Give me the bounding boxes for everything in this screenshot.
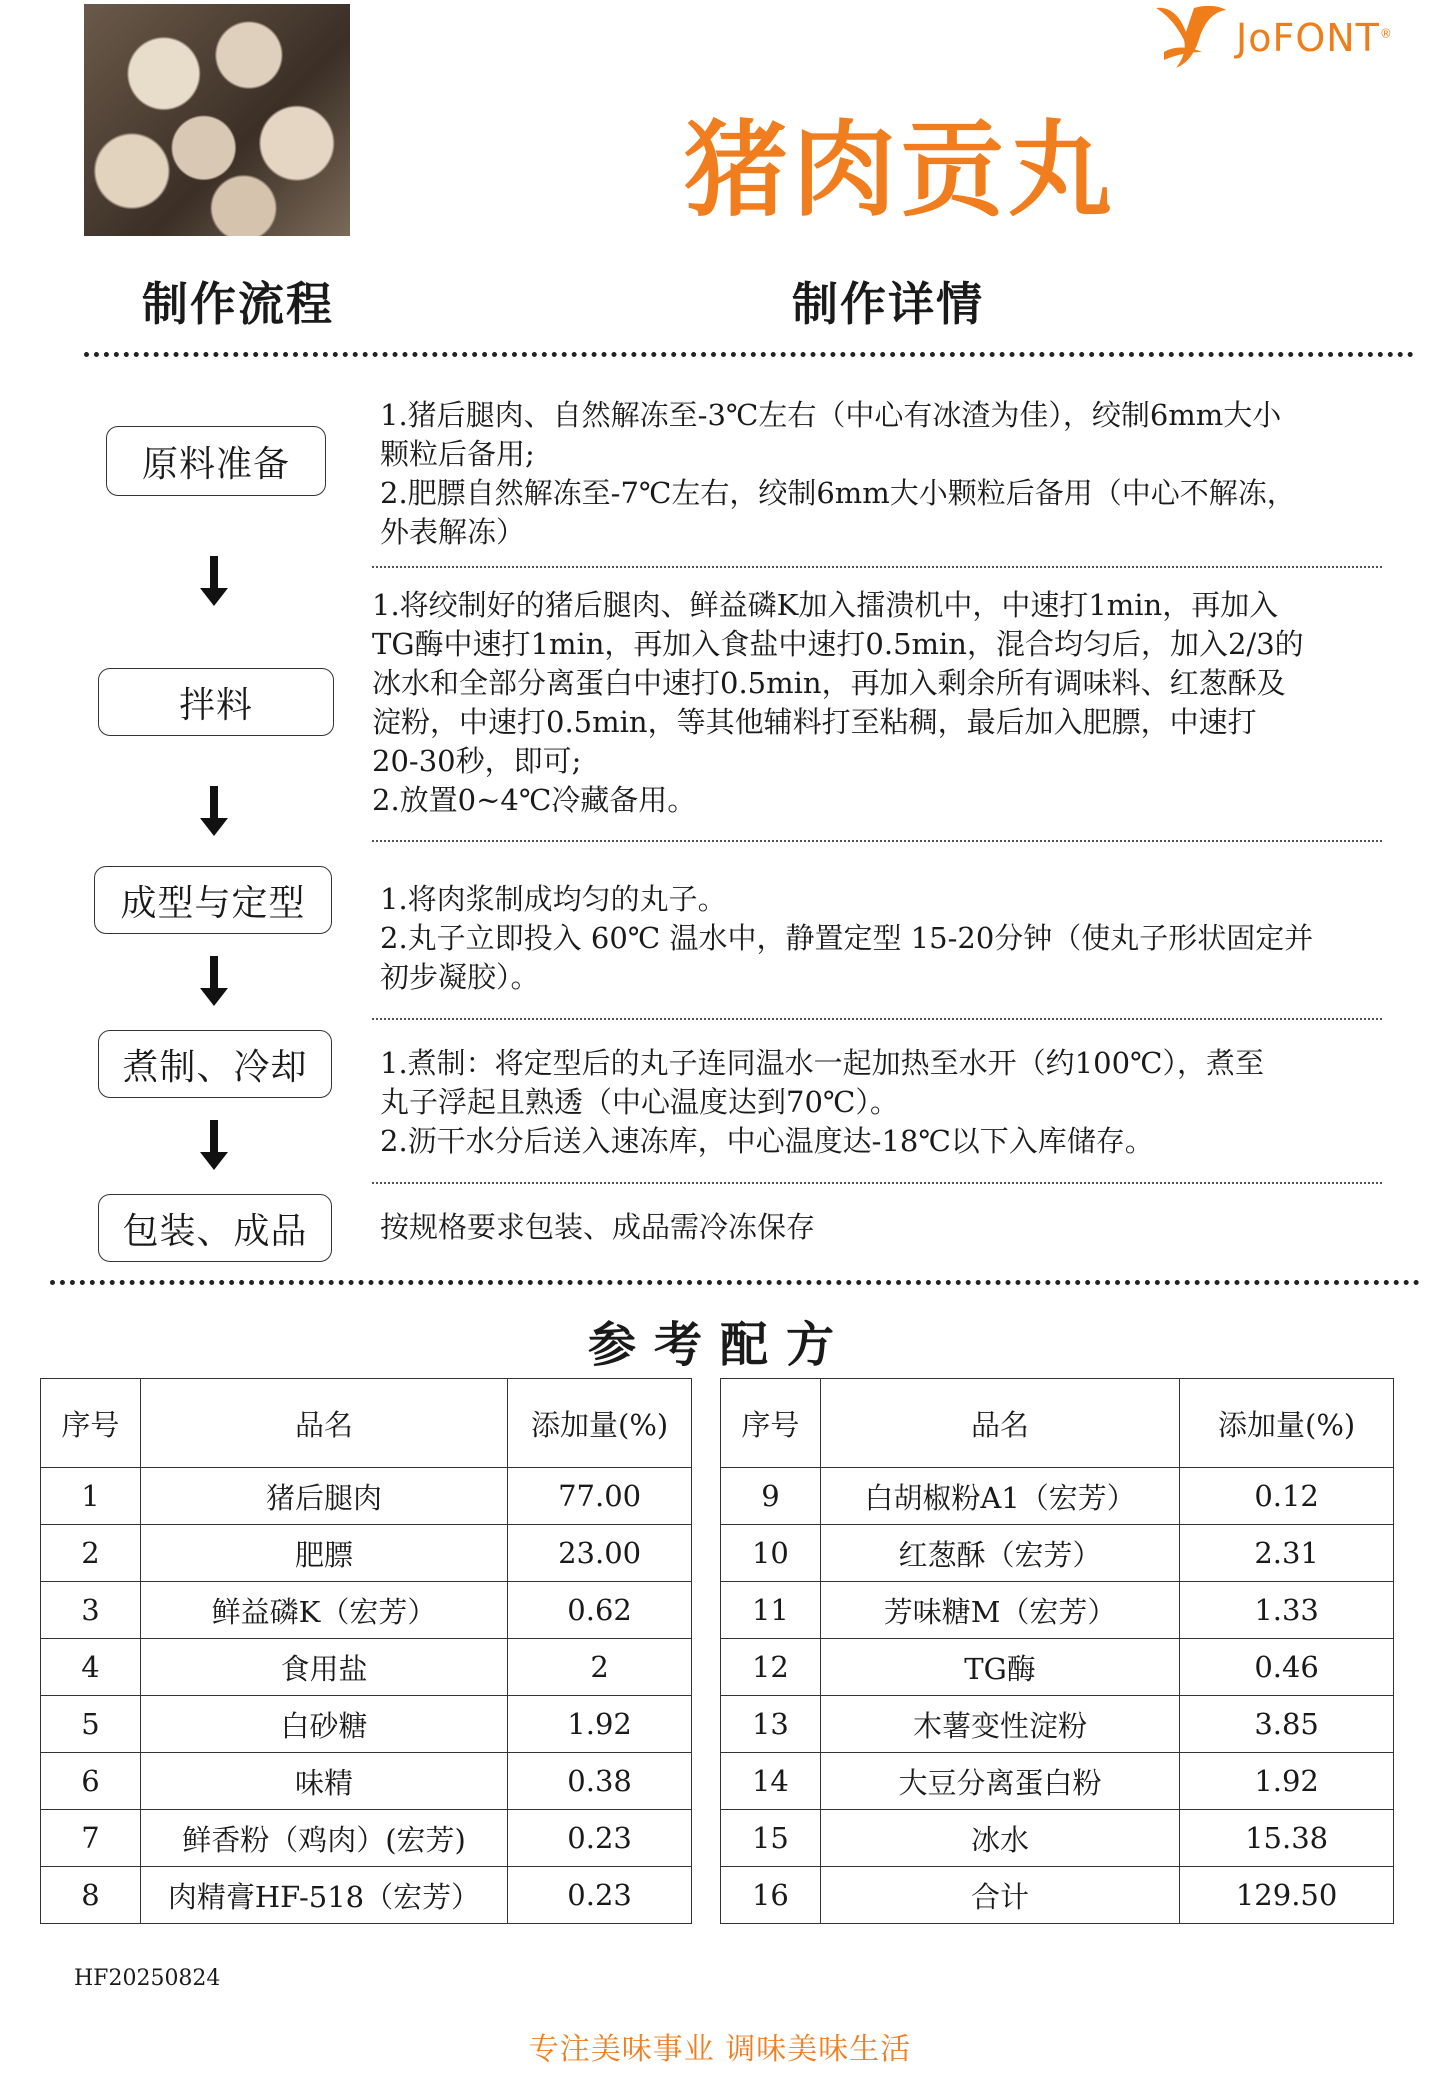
step-divider [372, 566, 1382, 568]
table-row: 4 食用盐 2 [41, 1639, 692, 1696]
page-title: 猪肉贡丸 [683, 109, 1116, 231]
table-row: 5 白砂糖 1.92 [41, 1696, 692, 1753]
arrow-down-icon [206, 956, 222, 1008]
step-detail-mixing: 1.将绞制好的猪后腿肉、鲜益磷K加入擂溃机中，中速打1min，再加入 TG酶中速打1min，再加入食盐中速打0.5min，混合均匀后，加入2/3的 冰水和全部分离蛋白中速打0.5min，再加入剩余所有调味料、红葱酥及 淀粉，中速打0.5min，等其他辅料打至粘稠，最后加入肥膘，中速打 20-30秒，即可; 2.放置0~4℃冷藏备用。 [372, 588, 1304, 817]
col-header-name: 品名 [820, 1379, 1179, 1468]
step-divider [372, 1182, 1382, 1184]
table-row: 13 木薯变性淀粉 3.85 [721, 1696, 1394, 1753]
arrow-down-icon [206, 556, 222, 608]
step-divider [372, 840, 1382, 842]
col-header-name: 品名 [140, 1379, 507, 1468]
table-row: 7 鲜香粉（鸡肉）(宏芳) 0.23 [41, 1810, 692, 1867]
col-header-index: 序号 [41, 1379, 141, 1468]
document-code: HF20250824 [74, 1966, 221, 1991]
brand-logo [1150, 2, 1393, 74]
brand-logo-icon [1150, 2, 1230, 74]
step-divider [372, 1018, 1382, 1020]
top-divider [84, 352, 1414, 357]
step-detail-cooking: 1.煮制：将定型后的丸子连同温水一起加热至水开（约100℃），煮至 丸子浮起且熟透（中心温度达到70℃）。 2.沥干水分后送入速冻库，中心温度达-18℃以下入库储存。 [380, 1046, 1264, 1158]
step-box-prep: 原料准备 [106, 426, 326, 496]
table-row: 8 肉精膏HF-518（宏芳） 0.23 [41, 1867, 692, 1924]
table-row: 14 大豆分离蛋白粉 1.92 [721, 1753, 1394, 1810]
step-detail-packaging: 按规格要求包装、成品需冷冻保存 [380, 1210, 816, 1244]
table-row: 1 猪后腿肉 77.00 [41, 1468, 692, 1525]
col-header-index: 序号 [721, 1379, 821, 1468]
middle-divider [50, 1280, 1420, 1285]
step-detail-forming: 1.将肉浆制成均匀的丸子。 2.丸子立即投入 60℃ 温水中，静置定型 15-20分钟（使丸子形状固定并 初步凝胶）。 [380, 882, 1314, 994]
process-header: 制作流程 [142, 277, 334, 331]
details-header: 制作详情 [792, 277, 984, 331]
slogan: 专注美味事业 调味美味生活 [528, 2032, 912, 2067]
table-row: 12 TG酶 0.46 [721, 1639, 1394, 1696]
formula-title: 参考配方 [587, 1317, 852, 1373]
formula-table-left [40, 1378, 692, 1924]
formula-table-right [720, 1378, 1394, 1924]
table-row: 9 白胡椒粉A1（宏芳） 0.12 [721, 1468, 1394, 1525]
meatball-photo [84, 4, 350, 236]
table-row: 3 鲜益磷K（宏芳） 0.62 [41, 1582, 692, 1639]
step-box-cooking: 煮制、冷却 [98, 1030, 332, 1098]
table-row: 11 芳味糖M（宏芳） 1.33 [721, 1582, 1394, 1639]
step-box-forming: 成型与定型 [94, 866, 332, 934]
table-row: 15 冰水 15.38 [721, 1810, 1394, 1867]
table-row: 6 味精 0.38 [41, 1753, 692, 1810]
step-box-mixing: 拌料 [98, 668, 334, 736]
step-detail-prep: 1.猪后腿肉、自然解冻至-3℃左右（中心有冰渣为佳），绞制6mm大小 颗粒后备用; 2.肥膘自然解冻至-7℃左右，绞制6mm大小颗粒后备用（中心不解冻， 外表解冻） [380, 398, 1296, 549]
table-row: 10 红葱酥（宏芳） 2.31 [721, 1525, 1394, 1582]
arrow-down-icon [206, 1120, 222, 1172]
brand-name: JoFONT® [1236, 16, 1393, 60]
step-box-packaging: 包装、成品 [98, 1194, 332, 1262]
col-header-amount: 添加量(%) [508, 1379, 692, 1468]
col-header-amount: 添加量(%) [1180, 1379, 1394, 1468]
arrow-down-icon [206, 786, 222, 838]
table-row: 2 肥膘 23.00 [41, 1525, 692, 1582]
table-row: 16 合计 129.50 [721, 1867, 1394, 1924]
